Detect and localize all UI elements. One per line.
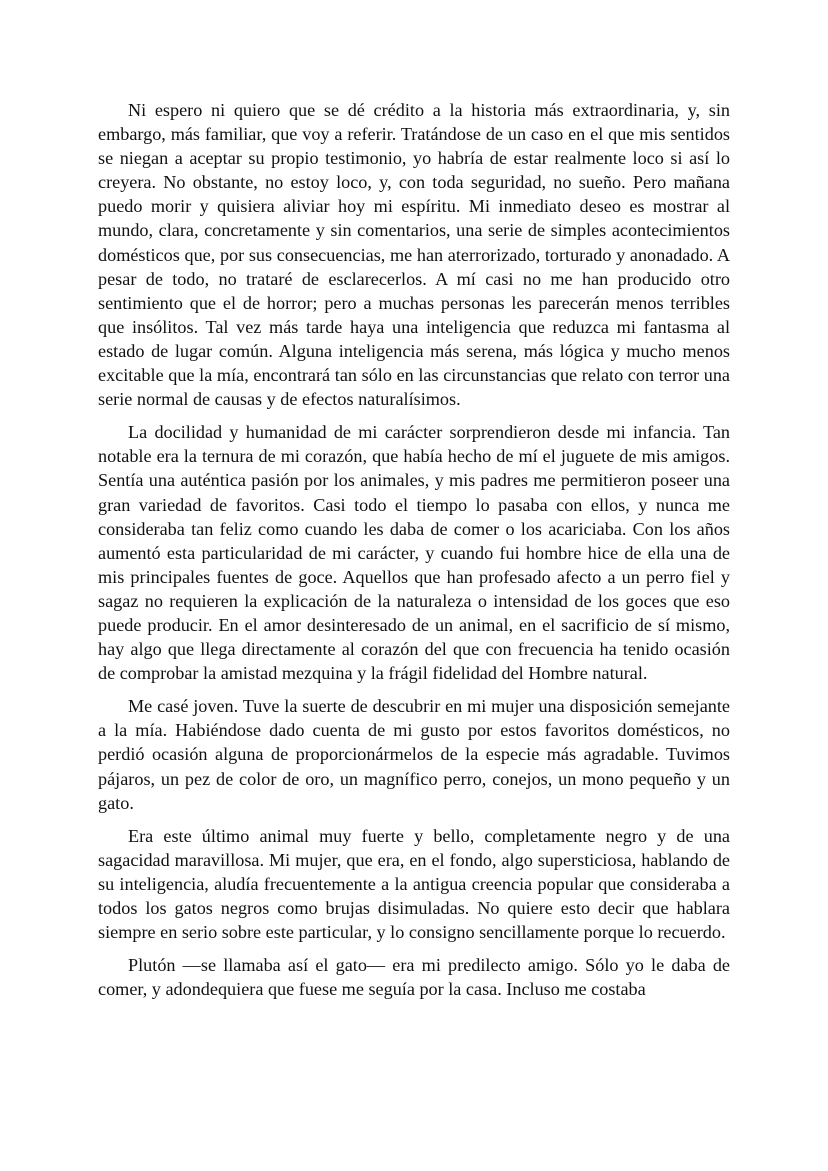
paragraph-3: Me casé joven. Tuve la suerte de descubrir en mi mujer una disposición semejante a la mía. Habiéndose dado cuenta de mi gusto por estos favoritos domésticos, no perdió ocasión alguna de proporcionármelos de la especie más agradable. Tuvimos pájaros, un pez de color de oro, un magnífico perro, conejos, un mono pequeño y un gato. bbox=[98, 696, 730, 813]
paragraph-5: Plutón —se llamaba así el gato— era mi predilecto amigo. Sólo yo le daba de comer, y adondequiera que fuese me seguía por la casa. Incluso me costaba bbox=[98, 955, 730, 1000]
paragraph-2: La docilidad y humanidad de mi carácter sorprendieron desde mi infancia. Tan notable era la ternura de mi corazón, que había hecho de mí el juguete de mis amigos. Sentía una auténtica pasión por los animales, y mis padres me permitieron poseer una gran variedad de favoritos. Casi todo el tiempo lo pasaba con ellos, y nunca me consideraba tan feliz como cuando les daba de comer o los acariciaba. Con los años aumentó esta particularidad de mi carácter, y cuando fui hombre hice de ella una de mis principales fuentes de goce. Aquellos que han profesado afecto a un perro fiel y sagaz no requieren la explicación de la naturaleza o intensidad de los goces que eso puede producir. En el amor desinteresado de un animal, en el sacrificio de sí mismo, hay algo que llega directamente al corazón del que con frecuencia ha tenido ocasión de comprobar la amistad mezquina y la frágil fidelidad del Hombre natural. bbox=[98, 422, 730, 684]
paragraph-4: Era este último animal muy fuerte y bello, completamente negro y de una sagacidad maravillosa. Mi mujer, que era, en el fondo, algo supersticiosa, hablando de su inteligencia, aludía frecuentemente a la antigua creencia popular que consideraba a todos los gatos negros como brujas disimuladas. No quiere esto decir que hablara siempre en serio sobre este particular, y lo consigno sencillamente porque lo recuerdo. bbox=[98, 825, 730, 943]
paragraph-1: Ni espero ni quiero que se dé crédito a la historia más extraordinaria, y, sin embargo, más familiar, que voy a referir. Tratándose de un caso en el que mis sentidos se niegan a aceptar su propio testimonio, yo habría de estar realmente loco si así lo creyera. No obstante, no estoy loco, y, con toda seguridad, no sueño. Pero mañana puedo morir y quisiera aliviar hoy mi espíritu. Mi inmediato deseo es mostrar al mundo, clara, concretamente y sin comentarios, una serie de simples acontecimientos domésticos que, por sus consecuencias, me han aterrorizado, torturado y anonadado. A pesar de todo, no trataré de esclarecerlos. A mí casi no me han producido otro sentimiento que el de horror; pero a muchas personas les parecerán menos terribles que insólitos. Tal vez más tarde haya una inteligencia que reduzca mi fantasma al estado de lugar común. Alguna inteligencia más serena, más lógica y mucho menos excitable que la mía, encontrará tan sólo en las circunstancias que relato con terror una serie normal de causas y de efectos naturalísimos. bbox=[98, 100, 730, 410]
document-page bbox=[98, 98, 730, 1010]
